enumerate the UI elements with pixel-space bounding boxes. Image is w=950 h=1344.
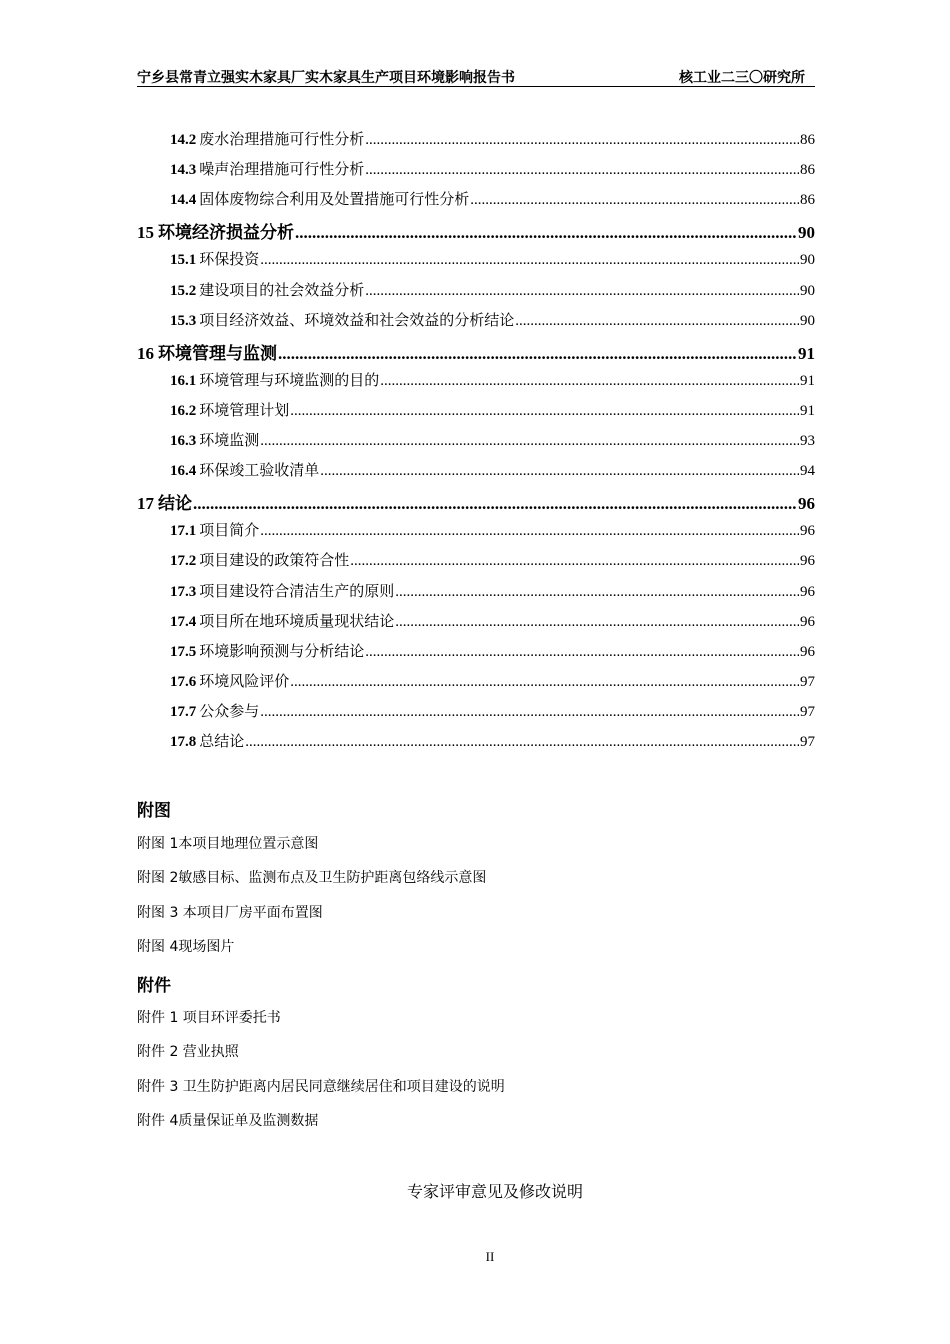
toc-entry-title: 环保投资: [199, 250, 260, 268]
toc-dot-leader: [260, 252, 799, 269]
toc-dot-leader: [290, 403, 799, 420]
toc-entry-title: 环境管理计划: [199, 401, 290, 419]
toc-dot-leader: [290, 674, 799, 691]
page-number: II: [485, 1249, 495, 1264]
toc-entry-title: 环境经济损益分析: [158, 223, 294, 243]
toc-dot-leader: [365, 162, 799, 179]
attachment-item: 附件 2 营业执照: [137, 1044, 239, 1060]
toc-entry-number: 16.1: [170, 373, 197, 389]
toc-entry-title: 结论: [158, 494, 192, 514]
toc-section-entry[interactable]: [137, 248, 815, 270]
attachment-item: 附件 4质量保证单及监测数据: [137, 1113, 319, 1129]
toc-section-entry[interactable]: [137, 369, 815, 391]
header-report-title: 宁乡县常青立强实木家具厂实木家具生产项目环境影响报告书: [137, 70, 515, 86]
toc-entry-number: 16.3: [170, 433, 197, 449]
figure-item: 附图 2敏感目标、监测布点及卫生防护距离包络线示意图: [137, 870, 487, 886]
toc-dot-leader: [245, 734, 799, 751]
toc-section-entry[interactable]: [137, 429, 815, 451]
toc-section-entry[interactable]: [137, 549, 815, 571]
toc-entry-title: 建设项目的社会效益分析: [199, 281, 365, 299]
toc-entry-number: 17: [137, 494, 154, 513]
toc-dot-leader: [380, 373, 799, 390]
toc-entry-page: 86: [800, 192, 815, 208]
toc-entry-title: 项目简介: [199, 521, 260, 539]
toc-entry-number: 14.4: [170, 192, 197, 208]
header-institute: 核工业二三〇研究所: [679, 70, 805, 86]
toc-entry-title: 项目经济效益、环境效益和社会效益的分析结论: [199, 311, 515, 329]
toc-entry-page: 90: [800, 313, 815, 329]
toc-entry-title: 环境管理与环境监测的目的: [199, 371, 380, 389]
toc-dot-leader: [278, 344, 797, 364]
toc-section-entry[interactable]: [137, 399, 815, 421]
toc-entry-title: 项目建设符合清洁生产的原则: [199, 582, 395, 600]
toc-dot-leader: [260, 433, 799, 450]
toc-entry-page: 91: [800, 373, 815, 389]
toc-entry-title: 环境风险评价: [199, 672, 290, 690]
toc-entry-page: 97: [800, 674, 815, 690]
toc-entry-page: 96: [800, 584, 815, 600]
toc-section-entry[interactable]: [137, 580, 815, 602]
toc-entry-number: 17.6: [170, 674, 197, 690]
toc-entry-page: 94: [800, 463, 815, 479]
toc-entry-number: 15.2: [170, 283, 197, 299]
toc-entry-number: 16.2: [170, 403, 197, 419]
toc-entry-title: 总结论: [199, 732, 245, 750]
toc-entry-number: 14.2: [170, 132, 197, 148]
toc-entry-page: 96: [800, 523, 815, 539]
toc-section-entry[interactable]: [137, 670, 815, 692]
toc-dot-leader: [515, 313, 799, 330]
toc-dot-leader: [365, 644, 799, 661]
toc-dot-leader: [295, 223, 797, 243]
page-header: [137, 66, 815, 87]
toc-entry-page: 91: [798, 344, 815, 363]
toc-entry-number: 17.8: [170, 734, 197, 750]
toc-entry-number: 17.2: [170, 553, 197, 569]
toc-entry-number: 14.3: [170, 162, 197, 178]
toc-entry-title: 项目所在地环境质量现状结论: [199, 612, 395, 630]
figure-item: 附图 3 本项目厂房平面布置图: [137, 905, 323, 921]
toc-dot-leader: [395, 614, 799, 631]
toc-entry-number: 17.5: [170, 644, 197, 660]
toc-dot-leader: [193, 494, 797, 514]
toc-entry-title: 项目建设的政策符合性: [199, 551, 350, 569]
toc-section-entry[interactable]: [137, 279, 815, 301]
figure-item: 附图 4现场图片: [137, 939, 235, 955]
toc-entry-page: 96: [798, 494, 815, 513]
toc-entry-number: 15.3: [170, 313, 197, 329]
attachments-heading: 附件: [137, 976, 171, 996]
toc-entry-page: 96: [800, 614, 815, 630]
attachment-item: 附件 3 卫生防护距离内居民同意继续居住和项目建设的说明: [137, 1079, 505, 1095]
toc-dot-leader: [365, 132, 799, 149]
toc-entry-number: 17.3: [170, 584, 197, 600]
toc-section-entry[interactable]: [137, 640, 815, 662]
toc-entry-page: 97: [800, 704, 815, 720]
toc-section-entry[interactable]: [137, 700, 815, 722]
toc-dot-leader: [365, 283, 799, 300]
toc-entry-page: 90: [798, 223, 815, 242]
toc-entry-title: 环境管理与监测: [158, 344, 277, 364]
toc-chapter-entry[interactable]: [137, 218, 815, 243]
toc-entry-title: 环境影响预测与分析结论: [199, 642, 365, 660]
figures-heading: 附图: [137, 801, 171, 821]
toc-entry-page: 93: [800, 433, 815, 449]
toc-entry-page: 86: [800, 162, 815, 178]
toc-section-entry[interactable]: [137, 610, 815, 632]
experts-review-note: 专家评审意见及修改说明: [406, 1182, 583, 1201]
toc-section-entry[interactable]: [137, 188, 815, 210]
toc-section-entry[interactable]: [137, 730, 815, 752]
toc-entry-title: 环保竣工验收清单: [199, 461, 320, 479]
toc-dot-leader: [395, 584, 799, 601]
toc-entry-page: 97: [800, 734, 815, 750]
toc-entry-title: 噪声治理措施可行性分析: [199, 160, 365, 178]
toc-section-entry[interactable]: [137, 519, 815, 541]
toc-entry-title: 固体废物综合利用及处置措施可行性分析: [199, 190, 470, 208]
toc-entry-page: 96: [800, 644, 815, 660]
toc-dot-leader: [320, 463, 799, 480]
toc-chapter-entry[interactable]: [137, 339, 815, 364]
toc-entry-number: 17.7: [170, 704, 197, 720]
toc-dot-leader: [350, 553, 799, 570]
toc-entry-number: 15.1: [170, 252, 197, 268]
toc-dot-leader: [260, 523, 799, 540]
toc-section-entry[interactable]: [137, 128, 815, 150]
toc-chapter-entry[interactable]: [137, 489, 815, 514]
toc-entry-number: 16: [137, 344, 154, 363]
toc-entry-title: 环境监测: [199, 431, 260, 449]
toc-entry-number: 17.1: [170, 523, 197, 539]
toc-entry-number: 15: [137, 223, 154, 242]
toc-dot-leader: [470, 192, 799, 209]
toc-dot-leader: [260, 704, 799, 721]
attachment-item: 附件 1 项目环评委托书: [137, 1010, 281, 1026]
toc-section-entry[interactable]: [137, 459, 815, 481]
toc-entry-page: 90: [800, 252, 815, 268]
toc-entry-page: 91: [800, 403, 815, 419]
toc-entry-title: 公众参与: [199, 702, 260, 720]
toc-section-entry[interactable]: [137, 309, 815, 331]
toc-entry-page: 90: [800, 283, 815, 299]
toc-entry-number: 16.4: [170, 463, 197, 479]
toc-entry-page: 96: [800, 553, 815, 569]
toc-entry-title: 废水治理措施可行性分析: [199, 130, 365, 148]
toc-section-entry[interactable]: [137, 158, 815, 180]
figure-item: 附图 1本项目地理位置示意图: [137, 836, 319, 852]
toc-entry-number: 17.4: [170, 614, 197, 630]
toc-entry-page: 86: [800, 132, 815, 148]
